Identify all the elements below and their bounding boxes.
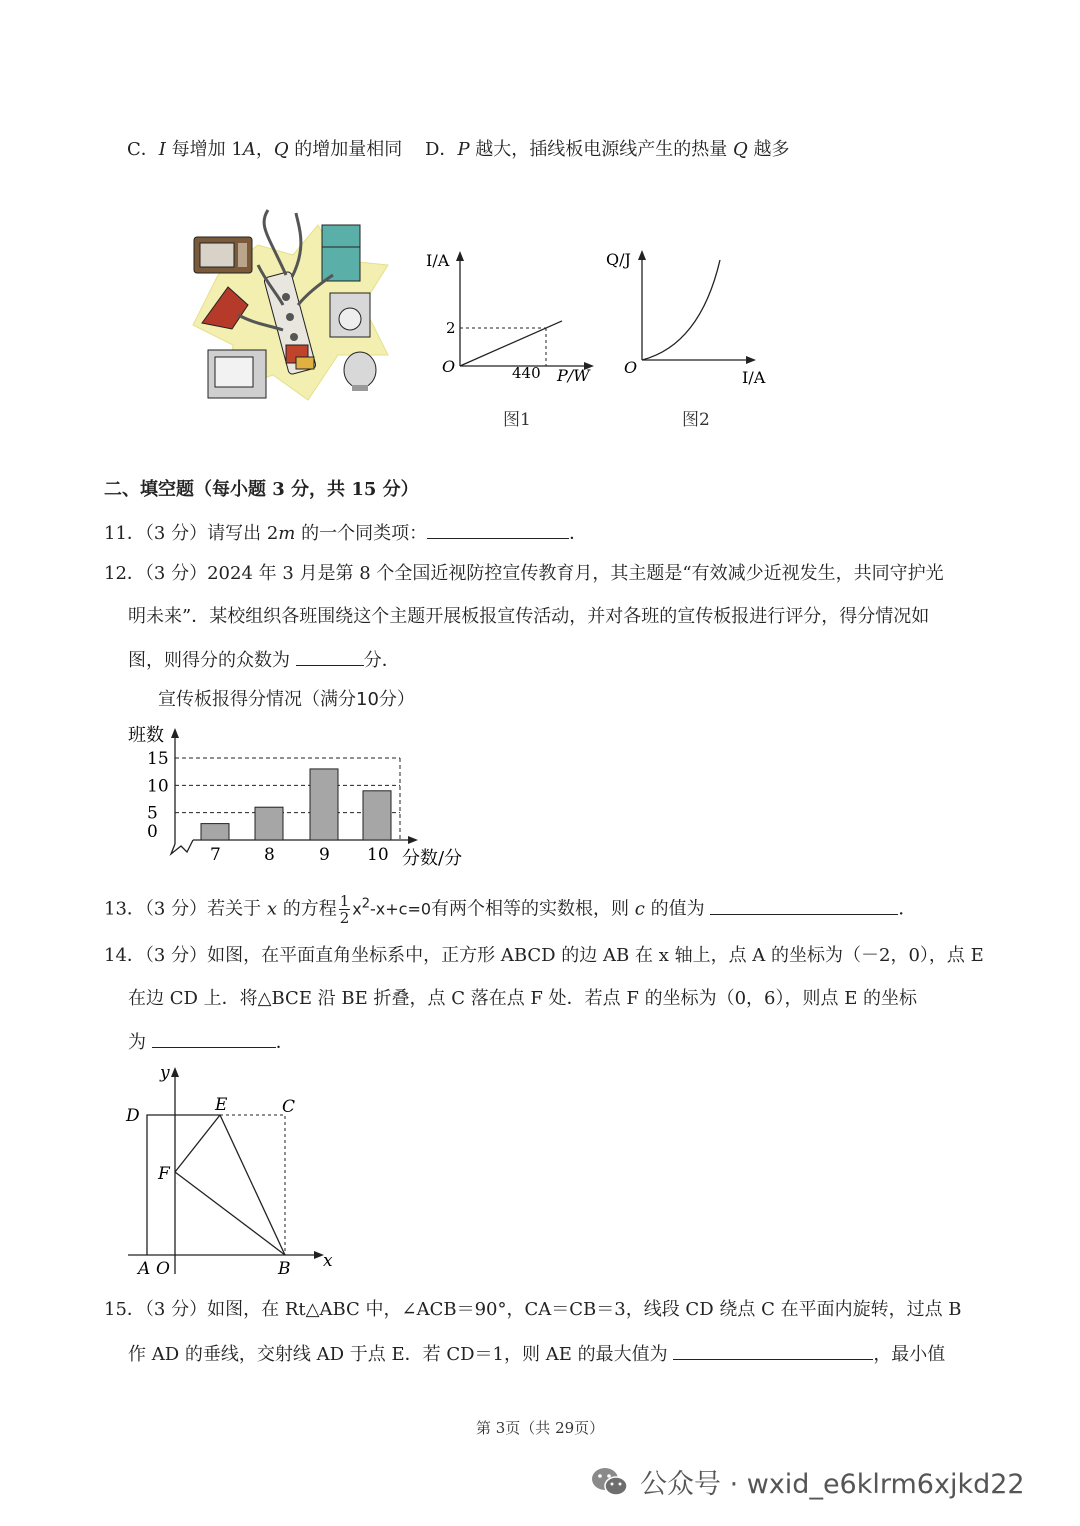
answer-blank-15-max[interactable] xyxy=(673,1342,873,1360)
fig2-ylabel: Q/J xyxy=(606,250,631,269)
option-d: D．P 越大，插线板电源线产生的热量 Q 越多 xyxy=(425,139,790,160)
bar-y-arrow xyxy=(171,728,179,738)
wechat-icon xyxy=(590,1465,630,1499)
fig1-xtick: 440 xyxy=(512,364,541,382)
label-C: C xyxy=(282,1097,296,1117)
label-B: B xyxy=(278,1259,291,1279)
tv-icon xyxy=(208,350,266,398)
bar-marks xyxy=(201,769,391,865)
bar-ytick-15: 15 xyxy=(147,749,169,769)
fig1-ylabel: I/A xyxy=(426,251,450,270)
question-12-line1: 12．（3 分）2024 年 3 月是第 8 个全国近视防控宣传教育月，其主题是“有效减少近视发生，共同守护光 xyxy=(104,563,944,584)
fig1-xlabel: P/W xyxy=(557,366,590,385)
answer-blank-13[interactable] xyxy=(710,897,898,915)
bar-axis-break xyxy=(171,840,193,854)
figure-2-graph xyxy=(600,245,785,393)
bar-ytick-10: 10 xyxy=(147,776,169,797)
answer-blank-14[interactable] xyxy=(152,1030,276,1048)
label-y: y xyxy=(160,1063,170,1083)
figure-1-graph xyxy=(420,248,610,393)
question-13: 13．（3 分）若关于 x 的方程 $\frac{1}{2}$ $x^2-x+c=0$有两个相等的实数根，则 c 的值为 ． xyxy=(104,892,917,927)
q14-geometry-figure xyxy=(120,1062,350,1282)
rice-cooker-icon xyxy=(344,352,376,391)
question-15-line2: 作 AD 的垂线，交射线 AD 于点 E．若 CD＝1，则 AE 的最大值为 ，最小值 xyxy=(128,1344,946,1365)
bar-chart xyxy=(120,720,480,872)
bar-x-arrow xyxy=(408,836,418,844)
fraction-one-half: $\frac{1}{2}$ xyxy=(339,892,350,927)
microwave-icon xyxy=(194,237,252,273)
option-c: C．I 每增加 1A，Q 的增加量相同 xyxy=(127,139,403,160)
bar-9 xyxy=(310,769,338,840)
watermark-text: 公众号 · wxid_e6klrm6xjkd22 xyxy=(640,1469,1025,1500)
question-12-line3: 图，则得分的众数为 分． xyxy=(128,650,400,671)
fig2-origin: O xyxy=(624,358,638,377)
bar-xtick-8: 8 xyxy=(264,845,275,865)
bar-xtick-10: 10 xyxy=(367,845,389,865)
label-E: E xyxy=(215,1095,228,1115)
section-2-title: 二、填空题（每小题 3 分，共 15 分） xyxy=(104,479,419,500)
label-O: O xyxy=(156,1259,170,1279)
answer-blank-11[interactable] xyxy=(427,521,569,539)
fig2-caption: 图2 xyxy=(682,410,710,430)
washing-machine-icon xyxy=(330,293,370,337)
page-footer: 第 3页（共 29页） xyxy=(476,1419,605,1437)
question-14-line1: 14．（3 分）如图，在平面直角坐标系中，正方形 ABCD 的边 AB 在 x 轴上，点 A 的坐标为（－2，0），点 E xyxy=(104,945,984,966)
fig2-xlabel: I/A xyxy=(742,368,766,387)
label-F: F xyxy=(158,1164,170,1184)
bar-xtick-7: 7 xyxy=(210,845,221,865)
bar-xlabel: 分数/分 xyxy=(402,848,463,869)
question-12-line2: 明未来”．某校组织各班围绕这个主题开展板报宣传活动，并对各班的宣传板报进行评分，得分情况如 xyxy=(128,606,930,627)
bar-ytick-5: 5 xyxy=(147,803,158,824)
label-x: x xyxy=(323,1251,333,1271)
power-strip-illustration xyxy=(188,205,398,410)
label-A: A xyxy=(138,1259,151,1279)
fig2-curve xyxy=(642,260,720,360)
watermark xyxy=(590,1462,1025,1501)
bar-10 xyxy=(363,791,391,840)
fig1-origin: O xyxy=(442,357,456,376)
refrigerator-icon xyxy=(322,225,360,281)
answer-blank-12[interactable] xyxy=(296,648,364,666)
question-14-line2: 在边 CD 上．将△BCE 沿 BE 折叠，点 C 落在点 F 处．若点 F 的坐标为（0，6），则点 E 的坐标 xyxy=(128,988,918,1009)
bar-xtick-9: 9 xyxy=(319,845,330,865)
fig1-caption: 图1 xyxy=(503,410,531,430)
bar-8 xyxy=(255,807,283,840)
bar-7 xyxy=(201,824,229,840)
bar-chart-title: 宣传板报得分情况（满分10分） xyxy=(158,689,415,710)
bar-ylabel: 班数 xyxy=(128,725,164,746)
bar-ytick-0: 0 xyxy=(147,822,158,842)
question-15-line1: 15．（3 分）如图，在 Rt△ABC 中，∠ACB＝90°，CA＝CB＝3，线段 CD 绕点 C 在平面内旋转，过点 B xyxy=(104,1299,962,1320)
fig1-ytick: 2 xyxy=(446,319,456,337)
label-D: D xyxy=(126,1106,140,1126)
question-11: 11．（3 分）请写出 2m 的一个同类项： ． xyxy=(104,523,588,544)
question-14-line3: 为 ． xyxy=(128,1032,294,1053)
